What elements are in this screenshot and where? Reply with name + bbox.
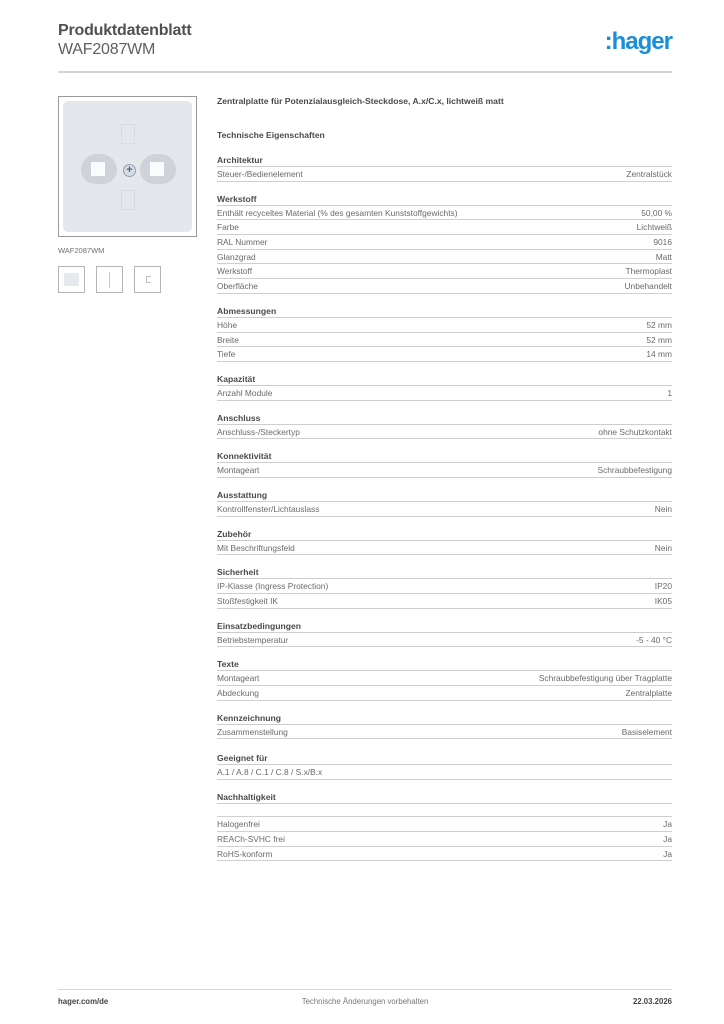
spec-value: Lichtweiß bbox=[636, 222, 672, 233]
spec-value: 50,00 % bbox=[641, 207, 672, 218]
spec-value: Ja bbox=[663, 833, 672, 844]
screw-icon: + bbox=[123, 164, 136, 177]
spec-value: 52 mm bbox=[646, 319, 672, 330]
spec-label: Anschluss-/Steckertyp bbox=[217, 426, 300, 437]
spec-label: RAL Nummer bbox=[217, 237, 268, 248]
spec-row bbox=[217, 725, 672, 740]
spec-label: Höhe bbox=[217, 319, 238, 330]
spec-row bbox=[217, 671, 672, 686]
spec-label: Mit Beschriftungsfeld bbox=[217, 542, 295, 553]
right-socket-opening bbox=[140, 154, 176, 184]
section-title: Kapazität bbox=[217, 373, 672, 386]
lower-slot bbox=[121, 190, 135, 210]
spec-label: Anzahl Module bbox=[217, 387, 273, 398]
section-title: Abmessungen bbox=[217, 305, 672, 318]
thumbnail-profile[interactable] bbox=[134, 266, 161, 293]
spec-section bbox=[217, 305, 672, 362]
print-date: 22.03.2026 bbox=[632, 997, 672, 1006]
spec-label: Halogenfrei bbox=[217, 819, 260, 830]
spec-row bbox=[217, 250, 672, 265]
technical-properties-title: Technische Eigenschaften bbox=[217, 130, 325, 140]
spec-row bbox=[217, 235, 672, 250]
spec-value: Matt bbox=[655, 251, 672, 262]
spec-row bbox=[217, 541, 672, 556]
article-number: WAF2087WM bbox=[58, 41, 156, 58]
section-title: Architektur bbox=[217, 154, 672, 167]
spec-row bbox=[217, 463, 672, 478]
spec-label: Stoßfestigkeit IK bbox=[217, 596, 278, 606]
spec-label: Betriebstemperatur bbox=[217, 634, 289, 645]
section-title: Werkstoff bbox=[217, 193, 672, 206]
product-media bbox=[58, 96, 198, 293]
spec-row bbox=[217, 347, 672, 362]
product-description: Zentralplatte für Potenzialausgleich-Steckdose, A.x/C.x, lichtweiß matt bbox=[217, 96, 504, 106]
spec-row bbox=[217, 425, 672, 440]
spec-section bbox=[217, 791, 672, 861]
spec-row bbox=[217, 206, 672, 221]
section-title: Geeignet für bbox=[217, 752, 672, 765]
section-title: Sicherheit bbox=[217, 566, 672, 579]
spec-value: Ja bbox=[663, 819, 672, 830]
spec-value: -5 - 40 °C bbox=[636, 634, 672, 645]
document-type-title: Produktdatenblatt bbox=[58, 22, 192, 39]
section-title: Zubehör bbox=[217, 528, 672, 541]
disclaimer: Technische Änderungen vorbehalten bbox=[301, 997, 429, 1006]
spec-row bbox=[217, 333, 672, 348]
spec-row bbox=[217, 594, 672, 609]
section-title: Ausstattung bbox=[217, 489, 672, 502]
spec-row bbox=[217, 167, 672, 182]
spec-value: Unbehandelt bbox=[624, 281, 672, 292]
spec-label: Montageart bbox=[217, 673, 260, 684]
spec-row bbox=[217, 832, 672, 847]
spec-label: IP-Klasse (Ingress Protection) bbox=[217, 581, 329, 592]
product-image[interactable] bbox=[58, 96, 197, 237]
spec-value: 14 mm bbox=[646, 349, 672, 360]
spec-section bbox=[217, 658, 672, 700]
spec-value: 52 mm bbox=[646, 334, 672, 345]
central-plate-illustration bbox=[63, 101, 192, 232]
spec-value: Nein bbox=[654, 542, 672, 553]
spec-value: ohne Schutzkontakt bbox=[598, 426, 672, 437]
spec-section bbox=[217, 412, 672, 440]
spec-row bbox=[217, 502, 672, 517]
footer-divider bbox=[58, 989, 672, 990]
section-title: Einsatzbedingungen bbox=[217, 620, 672, 633]
spec-row bbox=[217, 386, 672, 401]
spec-label: Steuer-/Bedienelement bbox=[217, 169, 303, 179]
spec-section bbox=[217, 620, 672, 648]
spec-label: REACh-SVHC frei bbox=[217, 833, 285, 844]
spec-label: Enthält recyceltes Material (% des gesamten Kunststoffgewichts) bbox=[217, 207, 458, 218]
thumbnail-front[interactable] bbox=[58, 266, 85, 293]
spec-section bbox=[217, 373, 672, 401]
spec-row bbox=[217, 318, 672, 333]
spec-sections bbox=[217, 154, 672, 861]
spec-row bbox=[217, 817, 672, 832]
section-title: Kennzeichnung bbox=[217, 712, 672, 725]
section-title: Nachhaltigkeit bbox=[217, 791, 672, 804]
spec-row bbox=[217, 279, 672, 294]
spec-value: Basiselement bbox=[621, 726, 672, 737]
spec-row bbox=[217, 804, 672, 817]
spec-section bbox=[217, 712, 672, 740]
spec-section bbox=[217, 450, 672, 478]
spec-label: A.1 / A.8 / C.1 / C.8 / S.x/B.x bbox=[217, 767, 323, 778]
spec-value: IP20 bbox=[654, 581, 672, 592]
left-socket-opening bbox=[81, 154, 117, 184]
spec-section bbox=[217, 566, 672, 608]
spec-row bbox=[217, 579, 672, 594]
spec-value: 1 bbox=[667, 387, 672, 398]
spec-value: Zentralplatte bbox=[625, 688, 672, 699]
spec-row bbox=[217, 765, 672, 780]
spec-label: Breite bbox=[217, 334, 239, 345]
spec-label: Kontrollfenster/Lichtauslass bbox=[217, 503, 320, 514]
spec-label: Abdeckung bbox=[217, 688, 259, 699]
header-divider bbox=[58, 71, 672, 73]
page-header bbox=[58, 20, 672, 70]
spec-section bbox=[217, 752, 672, 780]
thumbnail-strip bbox=[58, 266, 198, 293]
section-title: Texte bbox=[217, 658, 672, 671]
spec-label: Zusammenstellung bbox=[217, 726, 288, 737]
spec-value: Zentralstück bbox=[626, 169, 672, 179]
spec-label: Oberfläche bbox=[217, 281, 258, 292]
spec-value: Thermoplast bbox=[625, 266, 672, 277]
upper-slot bbox=[121, 124, 135, 144]
spec-row bbox=[217, 264, 672, 279]
spec-label: Farbe bbox=[217, 222, 239, 233]
hager-logo: :hager bbox=[604, 28, 672, 55]
spec-row bbox=[217, 847, 672, 862]
spec-value: Schraubbefestigung über Tragplatte bbox=[538, 673, 672, 684]
spec-value: Nein bbox=[654, 503, 672, 514]
spec-value: 9016 bbox=[653, 237, 672, 248]
spec-value: Ja bbox=[663, 848, 672, 859]
specifications bbox=[217, 96, 672, 872]
spec-value: IK05 bbox=[654, 596, 672, 606]
spec-section bbox=[217, 154, 672, 182]
spec-label: Tiefe bbox=[217, 349, 236, 360]
website-link[interactable]: hager.com/de bbox=[58, 997, 109, 1006]
spec-row bbox=[217, 220, 672, 235]
spec-label: RoHS-konform bbox=[217, 848, 273, 859]
section-title: Konnektivität bbox=[217, 450, 672, 463]
spec-label: Werkstoff bbox=[217, 266, 253, 277]
spec-row bbox=[217, 633, 672, 648]
spec-row bbox=[217, 686, 672, 701]
image-caption: WAF2087WM bbox=[58, 246, 105, 255]
spec-value: Schraubbefestigung bbox=[597, 465, 672, 476]
spec-section bbox=[217, 528, 672, 556]
spec-section bbox=[217, 193, 672, 294]
section-title: Anschluss bbox=[217, 412, 672, 425]
spec-label: Glanzgrad bbox=[217, 251, 256, 262]
spec-section bbox=[217, 489, 672, 517]
spec-label: Montageart bbox=[217, 465, 260, 476]
thumbnail-side[interactable] bbox=[96, 266, 123, 293]
